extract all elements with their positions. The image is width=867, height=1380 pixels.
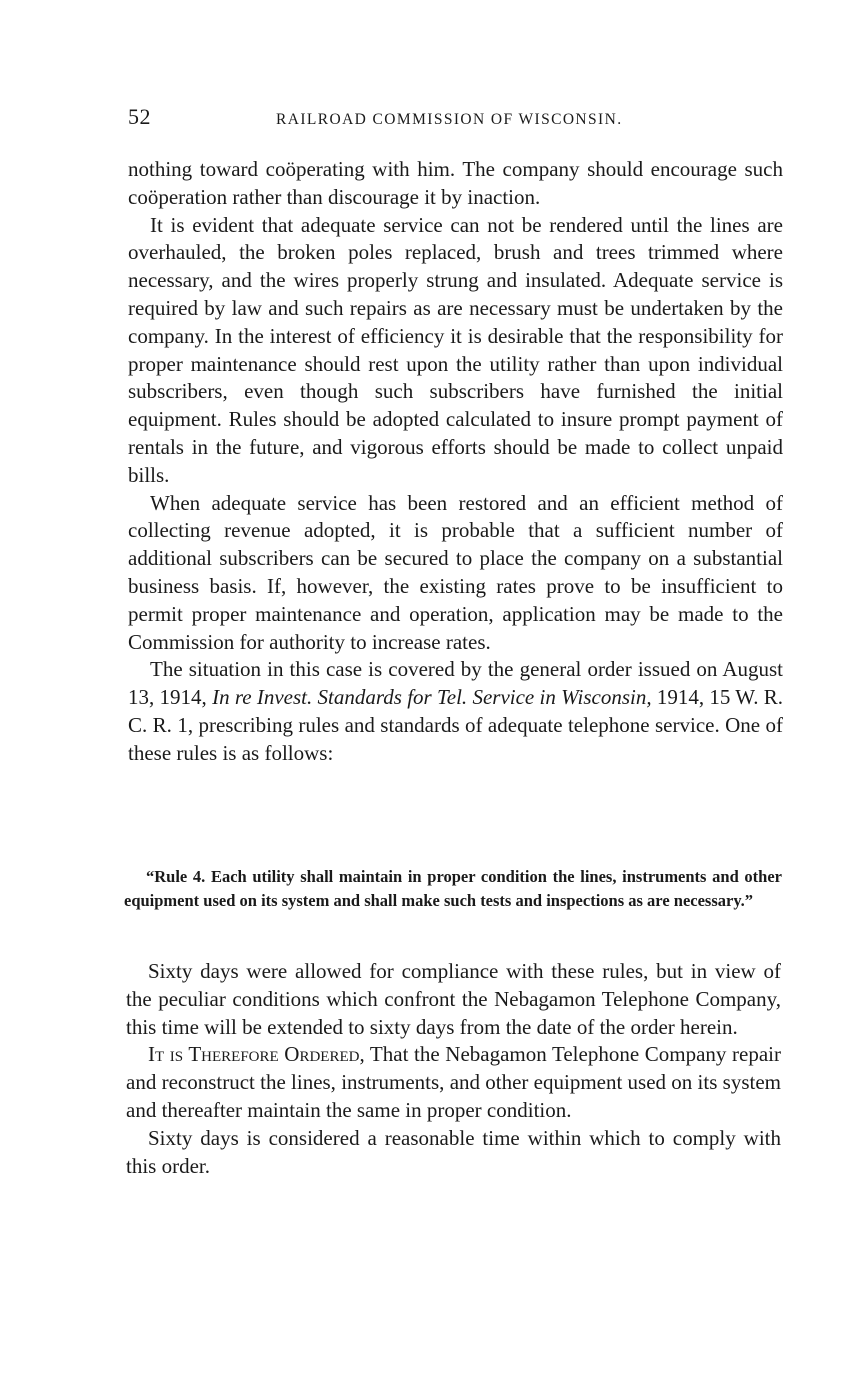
body-text-lower — [126, 958, 781, 1180]
body-text-upper — [128, 156, 783, 768]
paragraph-compliance: Sixty days were allowed for compliance with these rules, but in view of the peculiar conditions which confront the Nebagamon Telephone Company, this time will be extended to sixty days from the date of the order herein. — [126, 959, 781, 1039]
general-order-text-start: The situation in this case is covered by the general order issued on August 13, 1914, — [128, 657, 783, 710]
order-text: That the Nebagamon Telephone Company repair and reconstruct the lines, instruments, and other equipment used on its system and thereafter maintain the same in proper condition. — [126, 1042, 781, 1122]
paragraph-rates: When adequate service has been restored and an efficient method of collecting revenue adopted, it is probable that a sufficient number of additional subscribers can be secured to place the company on a substantial business basis. If, however, the existing rates prove to be insufficient to permit proper maintenance and operation, application may be made to the Commission for authority to increase rates. — [128, 490, 783, 654]
paragraph-general-order — [128, 656, 783, 767]
case-citation: In re Invest. Standards for Tel. Service in Wisconsin, — [212, 685, 652, 710]
paragraph-order — [126, 1041, 781, 1124]
rule-quote: “Rule 4. Each utility shall maintain in proper condition the lines, instruments and other equipment used on its system and shall make such tests and inspections as are necessary.” — [124, 867, 782, 910]
general-order-text-end: 1914, 15 W. R. C. R. 1, prescribing rules and standards of adequate telephone service. One of these rules is as follows: — [128, 685, 783, 765]
paragraph-adequate-service: It is evident that adequate service can not be rendered until the lines are overhauled, the broken poles replaced, brush and trees trimmed where necessary, and the wires properly strung and insulated. Adequate service is required by law and such repairs as are necessary must be undertaken by the company. In the interest of efficiency it is desirable that the responsibility for proper maintenance should rest upon the utility rather than upon individual subscribers, even though such subscribers have furnished the initial equipment. Rules should be adopted calculated to insure prompt payment of rentals in the future, and vigorous efforts should be made to collect unpaid bills. — [128, 212, 783, 487]
page-number: 52 — [128, 104, 151, 129]
order-heading: It is Therefore Ordered, — [148, 1042, 365, 1067]
page-header — [128, 104, 783, 134]
paragraph-time-limit: Sixty days is considered a reasonable time within which to comply with this order. — [126, 1125, 781, 1178]
paragraph-continuation: nothing toward coöperating with him. The company should encourage such coöperation rather than discourage it by inaction. — [128, 157, 783, 209]
running-head: RAILROAD COMMISSION OF WISCONSIN. — [276, 111, 623, 128]
